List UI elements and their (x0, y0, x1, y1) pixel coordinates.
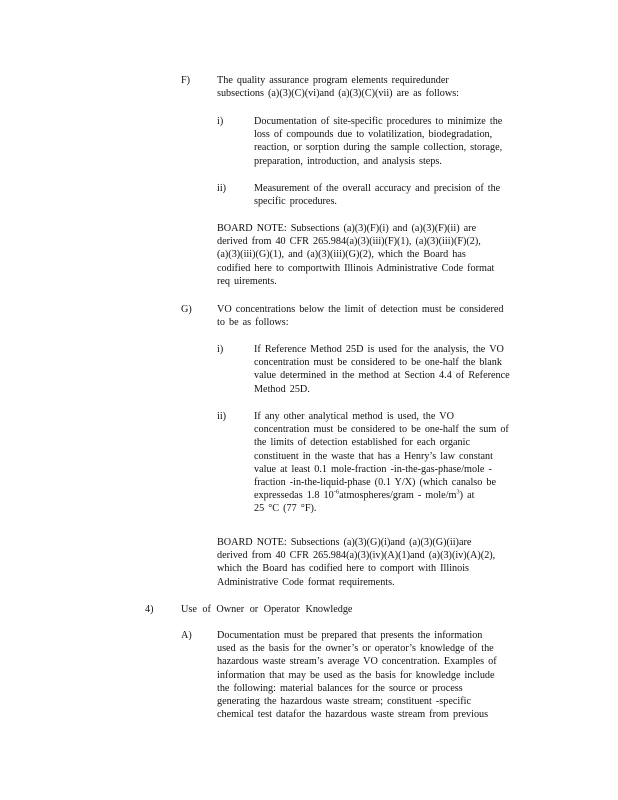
text-run: ) at (459, 490, 475, 502)
text-line: codified here to comportwith Illinois Administrative Code format (217, 262, 495, 274)
text-line: used as the basis for the owner’s or operator’s knowledge of the (217, 643, 494, 655)
text-line: Method 25D. (254, 383, 310, 395)
subitem-f-i-text (254, 115, 535, 168)
text-line: value at least 0.1 mole-fraction -in-the-gas-phase/mole - (254, 463, 492, 475)
text-line: which the Board has codified here to comport with Illinois (217, 563, 470, 575)
item-label-f: F) (181, 75, 191, 86)
text-line: concentration must be considered to be one-half the sum of (254, 424, 509, 436)
text-line: subsections (a)(3)(C)(vi)and (a)(3)(C)(vii) are as follows: (217, 88, 460, 100)
item-label-a: A) (181, 630, 192, 641)
item-label-4: 4) (145, 604, 154, 615)
text-line: derived from 40 CFR 265.984(a)(3)(iii)(F)(1), (a)(3)(iii)(F)(2), (217, 236, 481, 248)
text-line: generating the hazardous waste stream; constituent -specific (217, 696, 471, 708)
text-line: information that may be used as the basis for knowledge include (217, 669, 495, 681)
text-line: the following: material balances for the source or process (217, 682, 463, 694)
text-line: 25 °C (77 °F). (254, 503, 317, 515)
subitem-label-f-i: i) (217, 116, 224, 127)
text-line: If Reference Method 25D is used for the analysis, the VO (254, 344, 504, 355)
text-line: derived from 40 CFR 265.984(a)(3)(iv)(A)(1)and (a)(3)(iv)(A)(2), (217, 550, 496, 562)
text-line: fraction -in-the-liquid-phase (0.1 Y/X) (which canalso be (254, 477, 497, 489)
subitem-label-f-ii: ii) (217, 183, 227, 194)
text-line: reaction, or sorption during the sample collection, storage, (254, 142, 503, 154)
text-line: The quality assurance program elements requiredunder (217, 75, 449, 86)
superscript: 3 (456, 488, 460, 496)
subitem-label-g-ii: ii) (217, 411, 227, 422)
text-line: VO concentrations below the limit of detection must be considered (217, 304, 504, 315)
text-run: atmospheres/gram - mole/m (339, 490, 457, 502)
subitem-label-g-i: i) (217, 344, 224, 355)
item-f-text (217, 74, 471, 100)
item-g-text (217, 303, 531, 329)
subitem-f-ii-text (254, 182, 535, 208)
text-line: chemical test datafor the hazardous waste stream from previous (217, 709, 489, 721)
subitem-g-i-text (254, 343, 531, 396)
board-note-f (217, 222, 531, 288)
item-4-title: Use of Owner or Operator Knowledge (181, 604, 353, 615)
text-line: specific procedures. (254, 196, 337, 208)
text-line: to be as follows: (217, 317, 289, 329)
item-label-g: G) (181, 304, 192, 315)
text-run: expressedas 1.8 10 (254, 490, 334, 502)
text-line: Documentation of site-specific procedures to minimize the (254, 116, 503, 127)
text-line: (a)(3)(iii)(G)(1), and (a)(3)(iii)(G)(2), which the Board has (217, 249, 466, 261)
superscript: -6 (333, 488, 340, 496)
text-line: Documentation must be prepared that presents the information (217, 630, 483, 641)
text-line: If any other analytical method is used, the VO (254, 411, 454, 422)
text-line: the limits of detection established for each organic (254, 437, 470, 449)
item-a-text (217, 629, 540, 721)
text-line: preparation, introduction, and analysis steps. (254, 155, 442, 167)
expression-line (254, 489, 539, 502)
subitem-g-ii-text (254, 410, 539, 516)
text-line: loss of compounds due to volatilization, biodegradation, (254, 129, 493, 141)
text-line: Administrative Code format requirements. (217, 576, 395, 588)
text-line: req uirements. (217, 275, 277, 287)
text-line: BOARD NOTE: Subsections (a)(3)(G)(i)and (a)(3)(G)(ii)are (217, 537, 472, 548)
text-line: constituent in the waste that has a Henry’s law constant (254, 450, 493, 462)
board-note-g (217, 536, 531, 589)
text-line: hazardous waste stream’s average VO concentration. Examples of (217, 656, 497, 668)
text-line: value determined in the method at Section 4.4 of Reference (254, 370, 510, 382)
text-line: BOARD NOTE: Subsections (a)(3)(F)(i) and (a)(3)(F)(ii) are (217, 223, 477, 234)
text-line: Measurement of the overall accuracy and precision of the (254, 183, 501, 194)
text-line: concentration must be considered to be one-half the blank (254, 357, 502, 369)
